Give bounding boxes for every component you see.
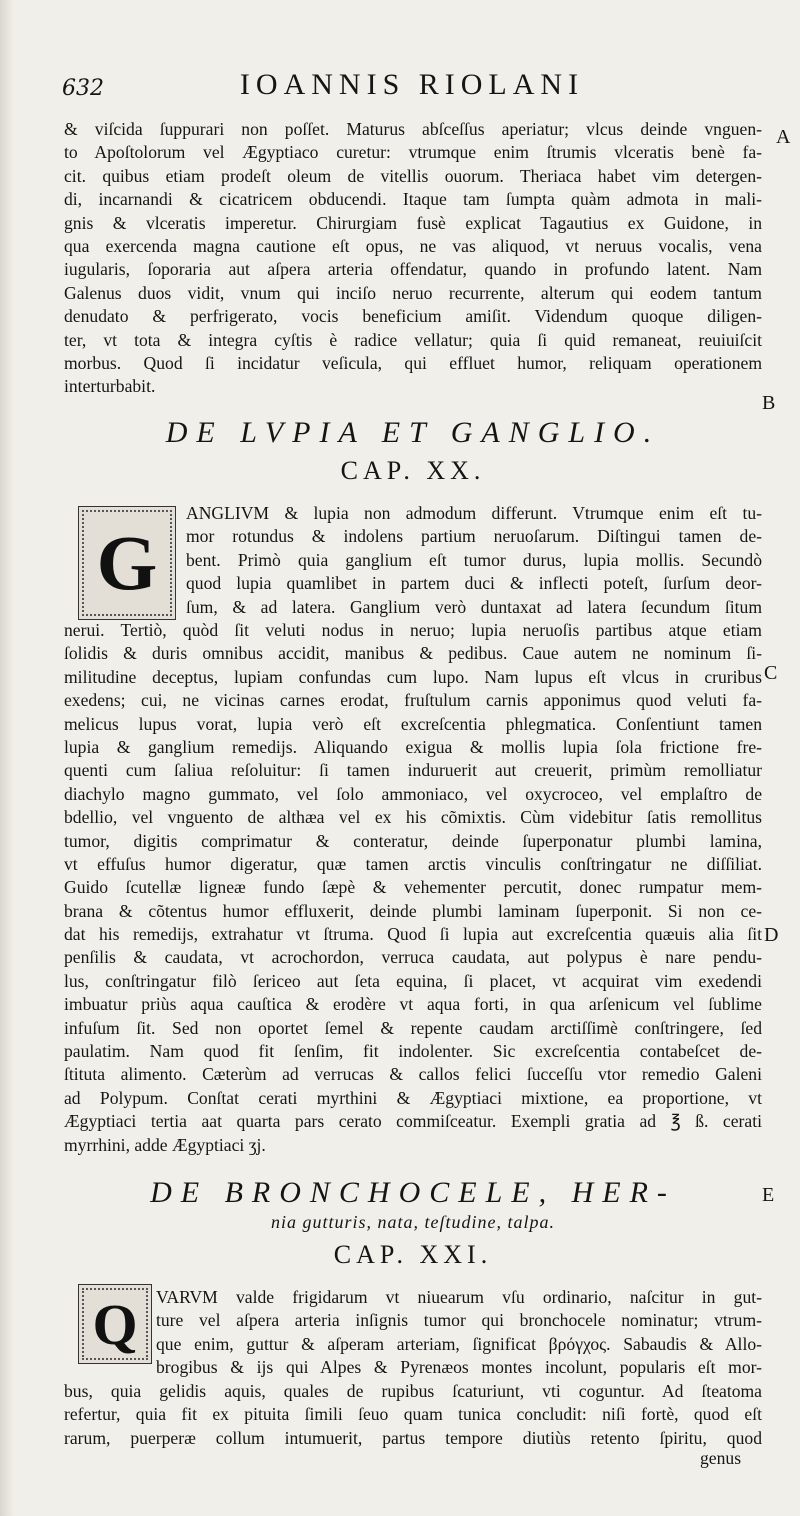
text-line: penſilis & caudata, vt acrochordon, verruca caudata, aut polypus è nare pendu- — [64, 947, 762, 968]
text-line: brana & cõtentus humor effluxerit, deinde plumbi laminam ſuperponit. Si non ce- — [64, 900, 762, 921]
page-header — [62, 68, 762, 108]
text-line: ANGLIVM & lupia non admodum differunt. Vtrumque enim eſt tu- — [186, 503, 762, 523]
section1-text — [64, 118, 762, 399]
text-line: iugularis, ſoporaria aut aſpera arteria offendatur, quando in profundo latent. Nam — [64, 259, 762, 280]
running-head: IOANNIS RIOLANI — [239, 68, 585, 101]
text-line: exedens; cui, ne vicinas carnes erodat, fruſtulum carnis apponimus quod veluti fa- — [64, 690, 762, 711]
chapter20-text — [64, 619, 762, 1157]
text-line: ter, vt tota & integra cyſtis è radice vellatur; quia ſi quid remaneat, reuiuiſcit — [64, 329, 762, 350]
text-line: ad Polypum. Conſtat cerati myrthini & Ægyptiaci mixtione, ea proportione, vt — [64, 1087, 762, 1108]
text-line: qua exercenda magna cautione eſt opus, ne vas aliquod, vt neruus vocalis, vena — [64, 235, 762, 256]
text-line: dat his remedijs, extrahatur vt ſtruma. Quod ſi lupia aut excreſcentia quæuis alia ſit — [64, 924, 762, 945]
text-line: ture vel aſpera arteria inſignis tumor qui bronchocele nominatur; vtrum- — [156, 1310, 762, 1331]
initial-letter: Q — [92, 1291, 138, 1357]
text-line: lus, conſtringatur filò ſericeo aut ſeta equina, ſi placet, vt acquirat vim exedendi — [64, 970, 762, 991]
text-line: bent. Primò quia ganglium eſt tumor durus, lupia mollis. Secundò — [186, 549, 762, 570]
chapter21-subtitle: nia gutturis, nata, teſtudine, talpa. — [271, 1212, 555, 1232]
initial-letter: G — [96, 519, 158, 606]
chapter21-indented-text — [156, 1286, 762, 1380]
text-line: to Apoſtolorum vel Ægyptiaco curetur: vtrumque enim ſtrumis vlceratis benè fa- — [64, 142, 762, 163]
text-line: interturbabit. — [64, 376, 156, 397]
text-line: vt effuſus humor digeratur, quæ tamen arctis vinculis conſtringatur ne diſſiliat. — [64, 853, 762, 874]
text-line: quenti cum ſaliua reſoluitur: ſi tamen induruerit aut creuerit, primùm remolliatur — [64, 760, 762, 781]
text-line: diachylo magno gummato, vel ſolo ammoniaco, vel oxycroceo, vel emplaſtro de — [64, 783, 762, 804]
text-line: paulatim. Nam quod fit ſenſim, fit indolenter. Sic excreſcentia contabeſcet de- — [64, 1041, 762, 1062]
chapter20-title: DE LVPIA ET GANGLIO. — [165, 416, 661, 449]
text-line: morbus. Quod ſi incidatur veſicula, qui effluet humor, reliquam operationem — [64, 352, 762, 373]
text-line: militudine deceptus, lupiam confundas cum lupo. Nam lupus eſt vlcus in cruribus — [64, 666, 762, 687]
text-line: & viſcida ſuppurari non poſſet. Maturus abſceſſus aperiatur; vlcus deinde vnguen- — [64, 119, 762, 139]
margin-letter-a: A — [776, 126, 791, 148]
margin-letter-e: E — [762, 1184, 775, 1206]
text-line: Guido ſcutellæ ligneæ fundo ſæpè & vehementer percutit, donec rumpatur mem- — [64, 877, 762, 898]
text-line: Galenus duos vidit, vnum qui inciſo neruo recurrente, alterum qui eodem tantum — [64, 282, 762, 303]
text-line: ſtituta alimento. Cæterùm ad verrucas & callos felici ſucceſſu vtor remedio Galeni — [64, 1064, 762, 1085]
margin-letter-b: B — [762, 392, 776, 414]
catchword: genus — [700, 1448, 742, 1468]
text-line: lupia & ganglium remedijs. Aliquando exigua & mollis lupia ſola frictione fre- — [64, 736, 762, 757]
text-line: cit. quibus etiam prodeſt oleum de vitellis ouorum. Theriaca habet vim detergen- — [64, 165, 762, 186]
scan-edge — [0, 0, 14, 1516]
chapter21-text — [64, 1380, 762, 1450]
text-line: infuſum ſit. Sed non oportet ſemel & repente caudam arctiſſimè conſtringere, ſed — [64, 1017, 762, 1038]
text-line: melicus lupus vorat, lupia verò eſt excreſcentia phlegmatica. Conſentiunt tamen — [64, 713, 762, 734]
text-line: ſum, & ad latera. Ganglium verò duntaxat ad latera ſecundum ſitum — [186, 596, 762, 617]
text-line: di, incarnandi & cicatricem obducendi. Itaque tam ſumpta quàm admota in mali- — [64, 189, 762, 210]
text-line: imbuatur priùs aqua cauſtica & erodère vt aqua forti, in qua arſenicum vel ſublime — [64, 994, 762, 1015]
text-line: VARVM valde frigidarum vt niuearum vſu ordinario, naſcitur in gut- — [156, 1287, 762, 1307]
chapter20-cap: CAP. XX. — [340, 456, 486, 485]
text-line: mor rotundus & indolens partium neruoſarum. Diſtingui tamen de- — [186, 526, 762, 547]
page-number: 632 — [62, 76, 104, 101]
text-line: gnis & vlceratis imperetur. Chirurgiam fusè explicat Tagautius ex Guidone, in — [64, 212, 762, 233]
chapter20-indented-text — [186, 502, 762, 619]
text-line: myrrhini, adde Ægyptiaci ʒj. — [64, 1134, 266, 1155]
margin-letter-d: D — [764, 924, 779, 946]
chapter21-cap: CAP. XXI. — [333, 1240, 493, 1269]
text-line: tumor, digitis comprimatur & conteratur, deinde ſuperponatur plumbi lamina, — [64, 830, 762, 851]
margin-letter-c: C — [764, 662, 778, 684]
text-line: bdellio, vel vnguento de althæa vel ex his cõmixtis. Cùm videbitur ſatis remollitus — [64, 807, 762, 828]
decorated-initial-g — [78, 506, 176, 620]
text-line: brogibus & ijs qui Alpes & Pyrenæos montes incolunt, popularis eſt mor- — [156, 1357, 762, 1378]
text-line: que enim, guttur & aſperam arteriam, ſignificat βρόγχος. Sabaudis & Allo- — [156, 1333, 762, 1354]
initial-ornament — [82, 510, 172, 616]
initial-ornament — [82, 1288, 148, 1360]
text-line: bus, quia gelidis aquis, quales de rupibus ſcaturiunt, vti coguntur. Ad ſteatoma — [64, 1381, 762, 1401]
text-line: quod lupia quamlibet in partem duci & inflecti poteſt, ſurſum deor- — [186, 573, 762, 594]
decorated-initial-q — [78, 1284, 152, 1364]
text-line: refertur, quia fit ex pituita ſimili ſeuo quam tunica concludit: niſi fortè, quod eſt — [64, 1404, 762, 1425]
text-line: rarum, puerperæ collum intumuerit, partus tempore diutiùs retento ſpiritu, quod — [64, 1427, 762, 1448]
text-line: ſolidis & duris omnibus accidit, manibus & pedibus. Caue autem ne nominum ſi- — [64, 643, 762, 664]
text-line: denudato & perfrigerato, vocis beneficium amiſit. Videndum quoque diligen- — [64, 306, 762, 327]
text-line: Ægyptiaci tertia aat quarta pars cerato commiſceatur. Exempli gratia ad ℥ ß. cerati — [64, 1111, 762, 1132]
text-line: nerui. Tertiò, quòd ſit veluti nodus in neruo; lupia neruoſis partibus atque etiam — [64, 620, 762, 640]
chapter21-title: DE BRONCHOCELE, HER- — [150, 1176, 676, 1209]
